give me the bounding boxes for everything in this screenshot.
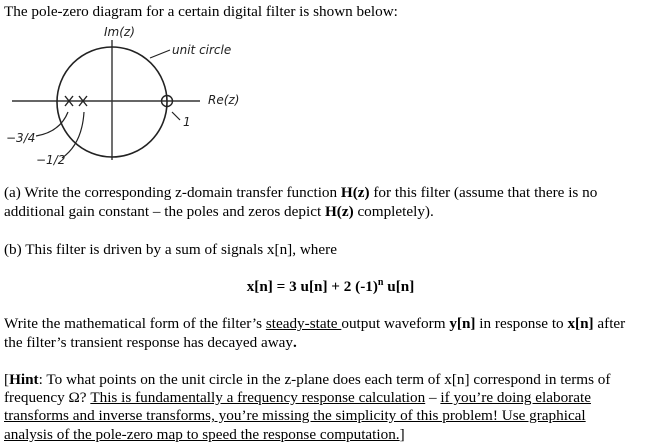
pole1-arrow <box>36 112 68 136</box>
re-axis-label: Re(z) <box>208 93 240 107</box>
hint-line-1: [Hint: To what points on the unit circle in the z-plane does each term of x[n] correspond in terms of <box>4 371 611 388</box>
pole1-label: −3/4 <box>6 131 36 145</box>
hint-line-2: frequency Ω? This is fundamentally a frequency response calculation – if you’re doing elaborate <box>4 389 591 406</box>
part-a-line-2: additional gain constant – the poles and zeros depict H(z) completely). <box>4 203 434 220</box>
zero-label: 1 <box>183 115 191 129</box>
pole2-arrow <box>62 112 84 158</box>
part-a-line-1: (a) Write the corresponding z-domain transfer function H(z) for this filter (assume that there is no <box>4 184 598 201</box>
unit-circle-label: unit circle <box>172 43 232 57</box>
part-b-text: (b) This filter is driven by a sum of signals x[n], where <box>4 241 337 258</box>
pole2-label: −1/2 <box>36 153 66 167</box>
hint-line-4: analysis of the pole-zero map to speed the response computation.] <box>4 426 405 443</box>
part-c-line-1: Write the mathematical form of the filter’s steady-state output waveform y[n] in response to x[n] after <box>4 315 626 332</box>
zero-arrow <box>172 112 180 120</box>
im-axis-label: Im(z) <box>104 25 135 39</box>
pole-zero-diagram <box>0 20 260 180</box>
hint-line-3: transforms and inverse transforms, you’re missing the simplicity of this problem! Use graphical <box>4 407 586 424</box>
part-c-line-2: the filter’s transient response has decayed away. <box>4 334 297 351</box>
unit-circle-arrow <box>150 50 170 58</box>
input-equation: x[n] = 3 u[n] + 2 $(-1)^n$ u[n] <box>246 277 415 296</box>
intro-text: The pole-zero diagram for a certain digital filter is shown below: <box>4 3 398 20</box>
